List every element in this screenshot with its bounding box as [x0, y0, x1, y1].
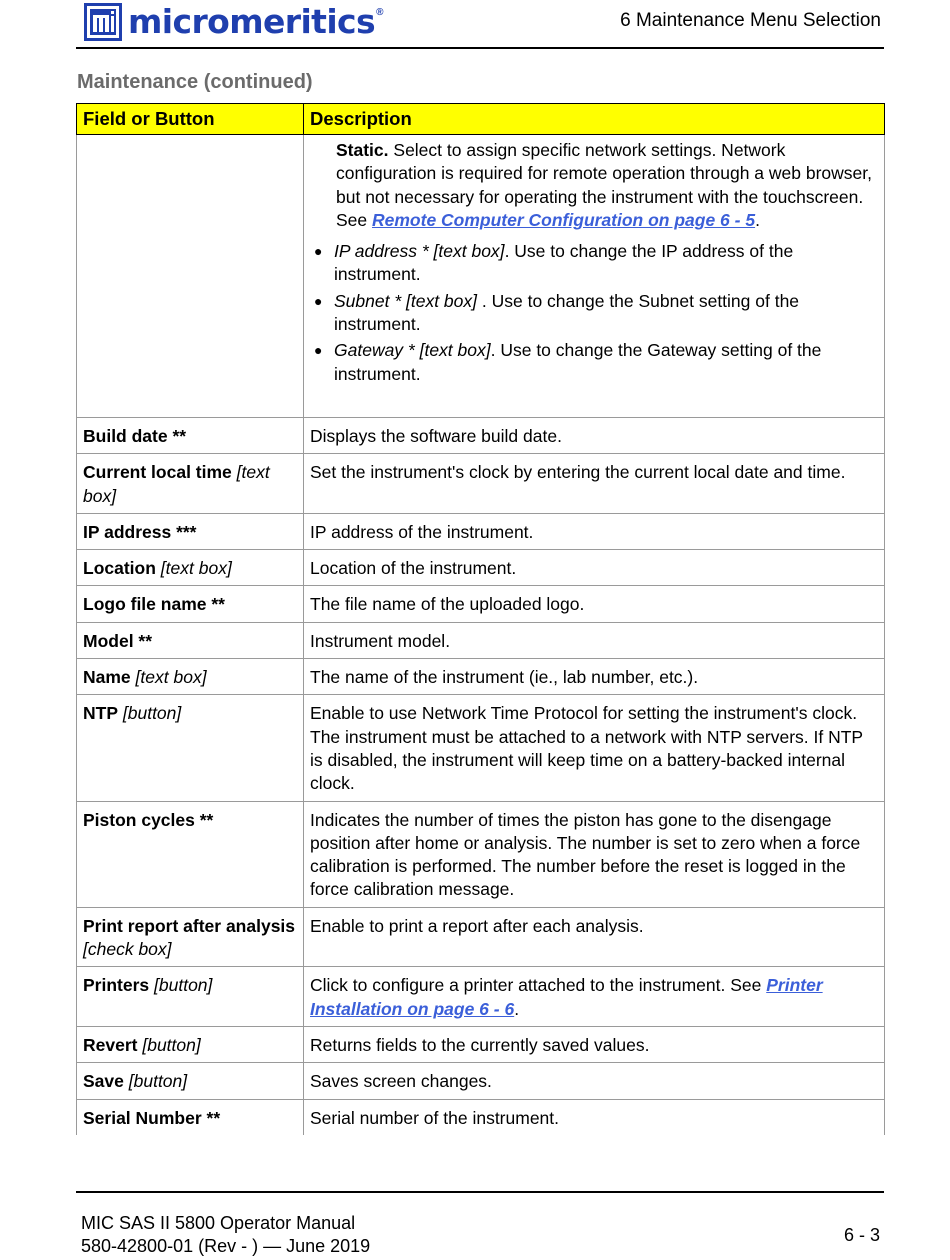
field-label: Logo file name ** — [83, 594, 225, 615]
static-paragraph — [310, 139, 878, 232]
table-row — [77, 586, 885, 622]
field-label: Location — [83, 558, 156, 579]
bullet-text: . Use to change the Gateway setting of the instrument. — [334, 340, 822, 384]
description-cell — [304, 1026, 885, 1062]
field-name-cell — [77, 967, 304, 1027]
description-cell — [304, 659, 885, 695]
description-after: . — [514, 998, 520, 1019]
field-qualifier: [check box] — [83, 939, 172, 960]
description-cell — [304, 967, 885, 1027]
table-row — [77, 418, 885, 454]
registered-mark: ® — [376, 6, 384, 18]
field-qualifier: [text box] — [135, 667, 207, 688]
description-text: Saves screen changes. — [310, 1071, 492, 1092]
field-name-cell — [77, 659, 304, 695]
static-after: . — [755, 209, 760, 230]
field-label: Model ** — [83, 630, 153, 651]
field-qualifier: [button] — [142, 1034, 201, 1055]
table-row — [77, 622, 885, 658]
field-name-cell — [77, 454, 304, 514]
footer-doc-info — [81, 1212, 370, 1258]
description-text: Returns fields to the currently saved values. — [310, 1034, 650, 1055]
table-row — [77, 1099, 885, 1135]
table-row — [77, 695, 885, 801]
field-label: Print report after analysis — [83, 915, 296, 936]
bullet-text: . Use to change the Subnet setting of the instrument. — [334, 290, 800, 335]
field-name-cell — [77, 907, 304, 967]
static-text: Select to assign specific network settings. Network configuration is required for remote operation through a web browser, but not necessary for operating the instrument with the touchscreen. See — [336, 140, 872, 230]
field-label: Piston cycles ** — [83, 809, 214, 830]
field-qualifier: [button] — [122, 703, 182, 724]
table-row — [77, 907, 885, 967]
page-number: 6 - 3 — [843, 1225, 880, 1245]
field-name-cell — [77, 1063, 304, 1099]
field-name-cell — [77, 1026, 304, 1062]
field-name-cell — [77, 586, 304, 622]
description-text: Instrument model. — [310, 630, 451, 651]
logo-mark-icon — [84, 3, 122, 41]
field-name-cell — [77, 550, 304, 586]
description-cell — [304, 907, 885, 967]
cross-reference-link[interactable]: Printer Installation on page 6 - 6 — [310, 975, 823, 1019]
doc-number: 580-42800-01 (Rev - ) — June 2019 — [81, 1236, 371, 1256]
table-row — [77, 454, 885, 514]
table-row — [77, 967, 885, 1027]
description-cell — [304, 454, 885, 514]
field-label: Revert — [83, 1034, 138, 1055]
header-divider — [76, 47, 884, 49]
field-name-cell — [77, 1099, 304, 1135]
description-cell — [304, 586, 885, 622]
description-text: Serial number of the instrument. — [310, 1107, 560, 1128]
description-cell — [304, 1063, 885, 1099]
field-qualifier: [text box] — [83, 462, 270, 506]
description-cell — [304, 695, 885, 801]
bullet-icon: ● — [314, 243, 323, 260]
table-row-static — [77, 135, 885, 418]
table-row — [77, 1026, 885, 1062]
chapter-title: 6 Maintenance Menu Selection — [620, 10, 881, 31]
list-item — [314, 240, 878, 287]
field-qualifier: [button] — [128, 1071, 188, 1092]
field-name-cell — [77, 513, 304, 549]
field-label: NTP — [83, 703, 118, 724]
field-name-cell — [77, 695, 304, 801]
field-name-cell — [77, 418, 304, 454]
description-text: Displays the software build date. — [310, 426, 562, 446]
table-row — [77, 659, 885, 695]
description-text: The name of the instrument (ie., lab number, etc.). — [310, 667, 699, 688]
bullet-icon: ● — [314, 292, 323, 309]
field-cell-empty — [77, 135, 304, 418]
bullet-term: Subnet * [text box] — [334, 290, 482, 311]
field-name-cell — [77, 801, 304, 907]
list-item — [314, 290, 878, 337]
manual-title: MIC SAS II 5800 Operator Manual — [81, 1213, 356, 1233]
description-cell-static — [304, 135, 885, 418]
description-text: Enable to use Network Time Protocol for setting the instrument's clock. The instrument must be attached to a network with NTP servers. If NTP is disabled, the instrument will keep time on a battery-backed internal clock. — [310, 703, 863, 794]
footer-divider — [76, 1191, 884, 1193]
field-qualifier: [text box] — [160, 558, 232, 579]
section-heading: Maintenance (continued) — [77, 71, 313, 93]
static-bullet-list — [310, 240, 878, 386]
static-label: Static. — [336, 140, 389, 160]
field-name-cell — [77, 622, 304, 658]
description-cell — [304, 418, 885, 454]
micromeritics-logo — [84, 2, 383, 42]
description-text: Enable to print a report after each analysis. — [310, 915, 644, 936]
description-text: Indicates the number of times the piston has gone to the disengage position after home or analysis. The number is set to zero when a force calibration is performed. The number before the reset is logged in the force calibration message. — [310, 809, 861, 900]
field-label: Name — [83, 667, 131, 688]
remote-config-link[interactable]: Remote Computer Configuration on page 6 - 5 — [372, 209, 756, 230]
field-label: IP address *** — [83, 521, 197, 542]
description-cell — [304, 513, 885, 549]
description-text: Click to configure a printer attached to the instrument. See — [310, 975, 767, 996]
table-row — [77, 1063, 885, 1099]
description-cell — [304, 1099, 885, 1135]
description-text: The file name of the uploaded logo. — [310, 594, 585, 615]
field-qualifier: [button] — [154, 975, 213, 996]
field-label: Serial Number ** — [83, 1107, 221, 1128]
field-label: Printers — [83, 975, 150, 996]
description-cell — [304, 622, 885, 658]
table-header-row — [77, 104, 885, 135]
bullet-text: . Use to change the IP address of the instrument. — [334, 241, 794, 285]
description-text: IP address of the instrument. — [310, 521, 534, 542]
field-label: Save — [83, 1071, 124, 1092]
field-label: Build date ** — [83, 426, 187, 446]
bullet-icon: ● — [314, 342, 323, 359]
description-cell — [304, 550, 885, 586]
logo-wordmark: micromeritics — [128, 2, 376, 41]
description-text: Set the instrument's clock by entering the current local date and time. — [310, 462, 846, 483]
bullet-term: IP address * [text box] — [334, 241, 505, 262]
table-row — [77, 801, 885, 907]
page-header — [0, 0, 950, 60]
description-text: Location of the instrument. — [310, 558, 517, 579]
column-header-description: Description — [304, 104, 885, 135]
list-item — [314, 339, 878, 386]
bullet-term: Gateway * [text box] — [334, 340, 491, 361]
field-label: Current local time — [83, 462, 232, 483]
description-cell — [304, 801, 885, 907]
maintenance-fields-table — [76, 103, 885, 1135]
table-row — [77, 550, 885, 586]
column-header-field: Field or Button — [77, 104, 304, 135]
table-row — [77, 513, 885, 549]
